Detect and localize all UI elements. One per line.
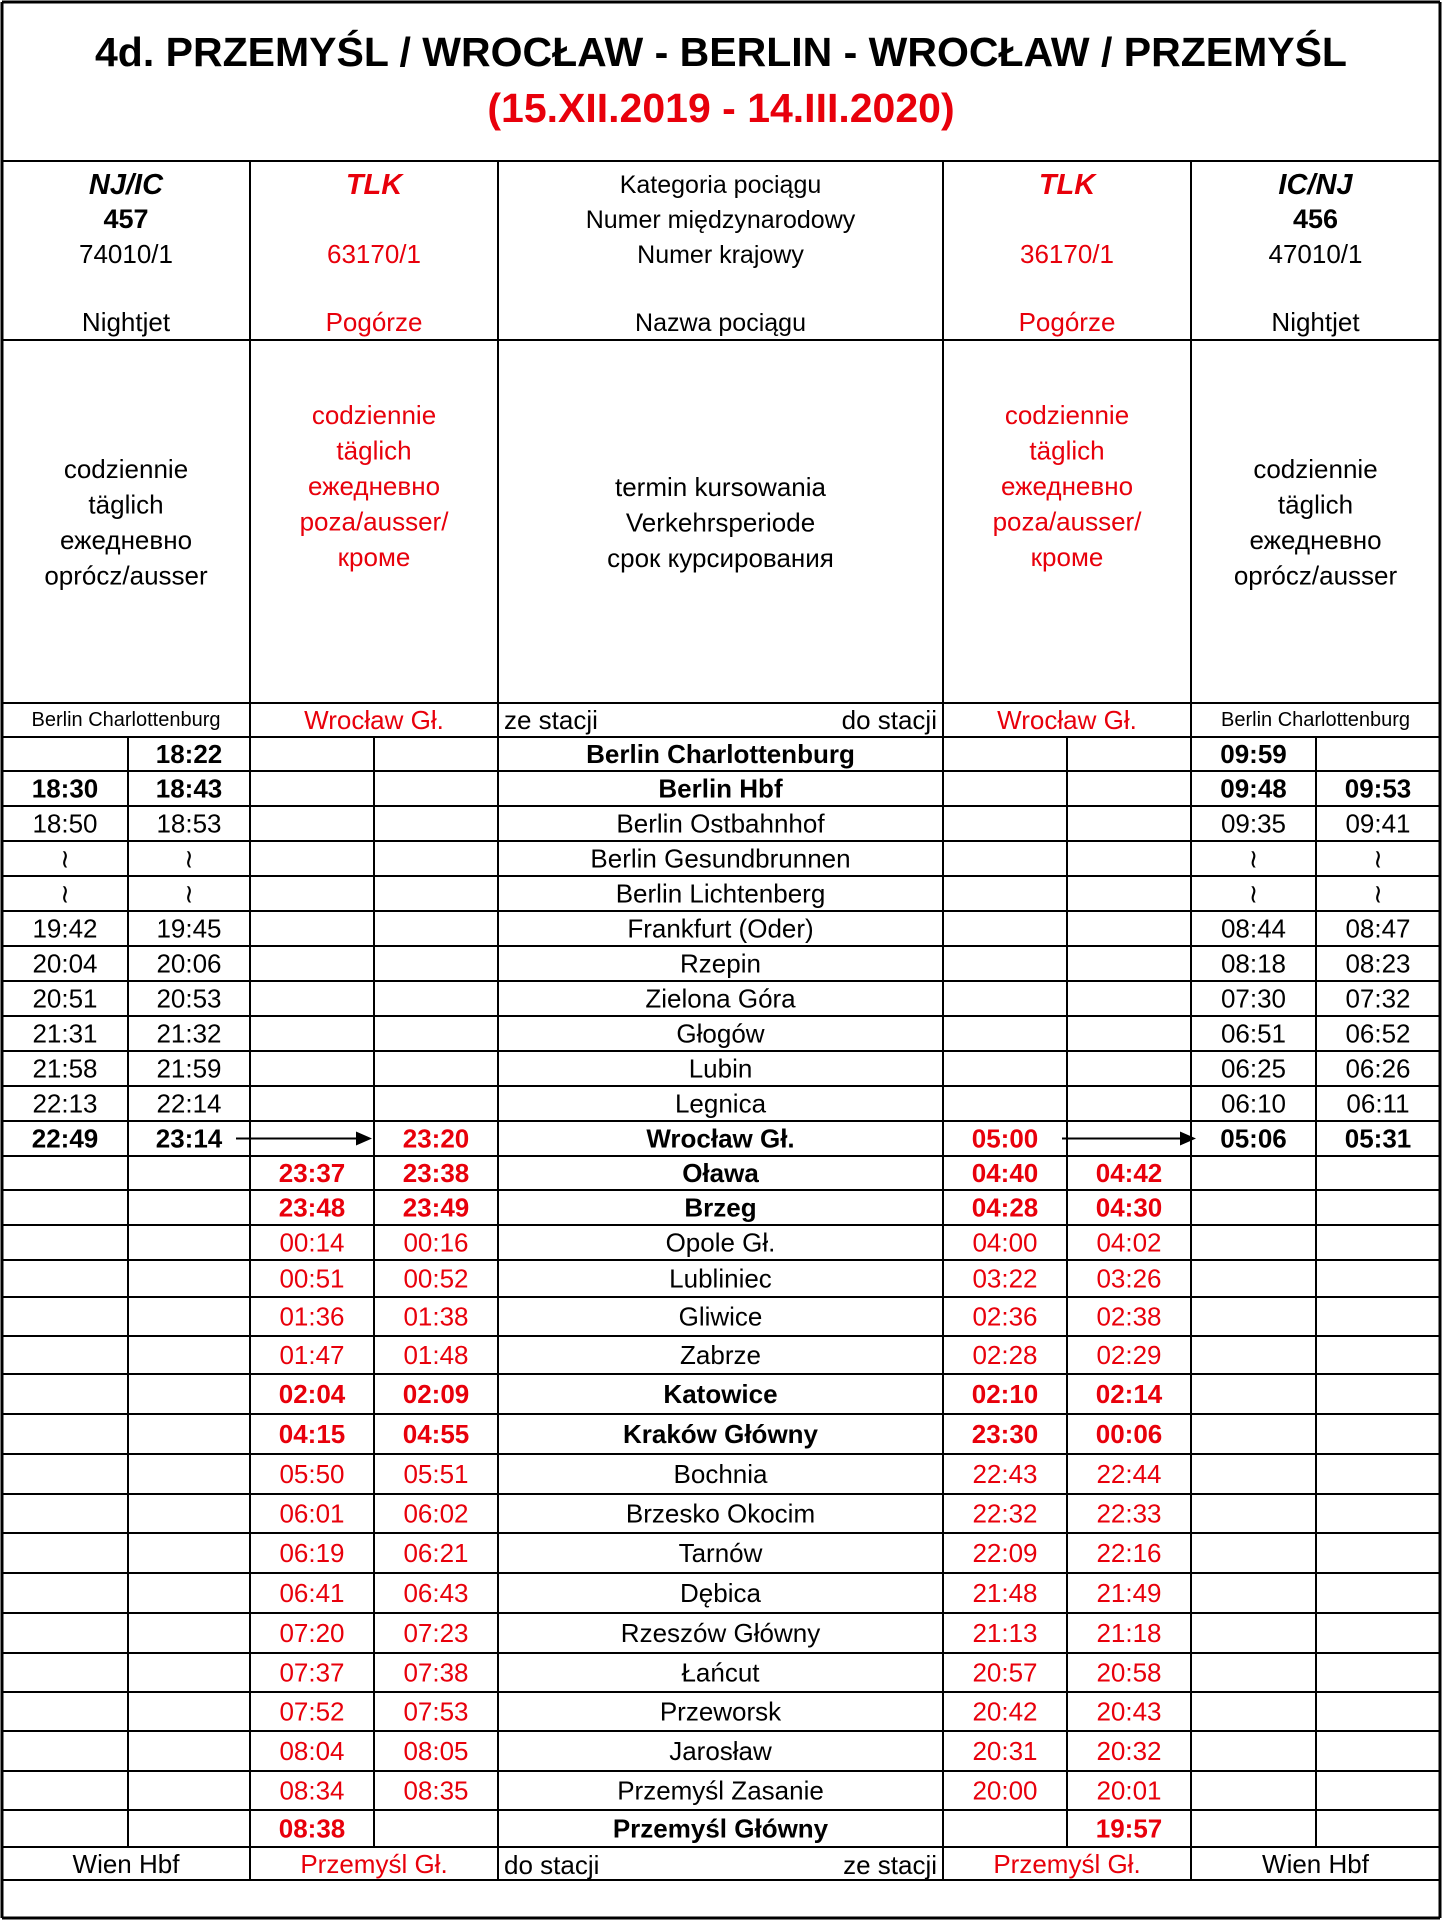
train-period-line: täglich bbox=[1029, 435, 1105, 466]
legend-train-name: Nazwa pociągu bbox=[635, 309, 806, 337]
time-cell: 18:53 bbox=[156, 808, 222, 839]
time-cell: 01:36 bbox=[279, 1301, 345, 1332]
station-name: Berlin Lichtenberg bbox=[615, 878, 826, 909]
legend-national-number: Numer krajowy bbox=[637, 241, 804, 269]
train-national-number: 47010/1 bbox=[1268, 239, 1363, 269]
time-cell: 04:15 bbox=[278, 1419, 346, 1449]
time-cell: 18:22 bbox=[155, 739, 223, 769]
time-cell: 18:50 bbox=[32, 808, 98, 839]
time-cell: 03:22 bbox=[972, 1263, 1038, 1294]
time-cell: 22:32 bbox=[972, 1498, 1038, 1529]
time-cell: 04:28 bbox=[971, 1192, 1039, 1223]
train-category: IC/NJ bbox=[1278, 169, 1353, 201]
train-period-line: codziennie bbox=[63, 454, 189, 484]
time-cell: 20:00 bbox=[972, 1775, 1038, 1806]
time-cell: 08:23 bbox=[1345, 948, 1411, 979]
train-period-line: ежедневно bbox=[59, 525, 193, 555]
time-cell: 04:42 bbox=[1095, 1158, 1163, 1188]
time-cell: 22:14 bbox=[156, 1088, 222, 1119]
train-period-line: кроме bbox=[337, 542, 411, 572]
time-cell: 22:13 bbox=[32, 1088, 98, 1119]
train-to-station: Wien Hbf bbox=[72, 1849, 180, 1879]
time-cell: 20:01 bbox=[1096, 1775, 1162, 1806]
time-cell: 21:13 bbox=[972, 1618, 1038, 1648]
time-cell: 23:38 bbox=[402, 1158, 470, 1188]
period-title: (15.XII.2019 - 14.III.2020) bbox=[487, 85, 955, 131]
time-cell: 22:44 bbox=[1096, 1459, 1162, 1489]
station-name: Wrocław Gł. bbox=[646, 1123, 795, 1154]
train-category: TLK bbox=[1038, 169, 1096, 201]
train-to-station: Wien Hbf bbox=[1262, 1849, 1369, 1879]
time-cell: ≀ bbox=[184, 843, 194, 874]
station-name: Dębica bbox=[680, 1578, 761, 1608]
station-name: Lubin bbox=[688, 1053, 753, 1084]
time-cell: 22:49 bbox=[31, 1123, 99, 1154]
time-cell: 18:43 bbox=[155, 773, 223, 804]
time-cell: 05:00 bbox=[971, 1123, 1039, 1154]
time-cell: ≀ bbox=[184, 878, 194, 909]
time-cell: 21:59 bbox=[156, 1053, 222, 1084]
station-name: Bochnia bbox=[673, 1459, 768, 1489]
station-name: Rzeszów Główny bbox=[620, 1618, 821, 1648]
time-cell: 00:06 bbox=[1095, 1419, 1163, 1449]
time-cell: 04:40 bbox=[971, 1158, 1039, 1188]
time-cell: 08:35 bbox=[403, 1775, 469, 1806]
time-cell: 21:31 bbox=[32, 1018, 98, 1049]
time-cell: 06:02 bbox=[403, 1498, 469, 1529]
legend-to-label-bottom: do stacji bbox=[504, 1850, 600, 1880]
time-cell: 04:30 bbox=[1095, 1192, 1163, 1223]
time-cell: 06:51 bbox=[1220, 1018, 1287, 1049]
legend-from-label-bottom: ze stacji bbox=[843, 1850, 937, 1880]
legend-category: Kategoria pociągu bbox=[619, 171, 822, 199]
time-cell: 20:32 bbox=[1096, 1736, 1162, 1766]
time-cell: 07:38 bbox=[403, 1657, 469, 1688]
train-name: Nightjet bbox=[81, 307, 171, 337]
train-period-line: täglich bbox=[1277, 489, 1354, 520]
time-cell: 05:50 bbox=[279, 1459, 345, 1489]
time-cell: 20:58 bbox=[1096, 1657, 1162, 1688]
train-period-line: codziennie bbox=[1253, 454, 1378, 484]
train-to-station: Przemyśl Gł. bbox=[993, 1849, 1141, 1879]
time-cell: 22:09 bbox=[972, 1538, 1038, 1568]
time-cell: 06:41 bbox=[279, 1578, 345, 1608]
time-cell: 02:36 bbox=[972, 1301, 1038, 1332]
time-cell: 06:26 bbox=[1345, 1053, 1411, 1084]
train-name: Pogórze bbox=[325, 307, 423, 337]
train-name: Nightjet bbox=[1271, 307, 1360, 337]
train-national-number: 74010/1 bbox=[79, 239, 173, 269]
station-name: Berlin Gesundbrunnen bbox=[590, 843, 851, 874]
time-cell: 07:37 bbox=[279, 1657, 345, 1688]
time-cell: 05:06 bbox=[1220, 1123, 1287, 1154]
time-cell: 06:43 bbox=[403, 1578, 469, 1608]
train-name: Pogórze bbox=[1018, 307, 1116, 337]
time-cell: 22:33 bbox=[1096, 1498, 1162, 1529]
station-name: Katowice bbox=[663, 1379, 778, 1409]
legend-from-label: ze stacji bbox=[504, 705, 598, 735]
train-from-station: Berlin Charlottenburg bbox=[31, 709, 221, 731]
time-cell: 20:51 bbox=[32, 983, 98, 1014]
time-cell: 08:04 bbox=[279, 1736, 345, 1766]
train-from-station: Berlin Charlottenburg bbox=[1221, 709, 1410, 731]
legend-to-label: do stacji bbox=[841, 705, 937, 735]
page-title: 4d. PRZEMYŚL / WROCŁAW - BERLIN - WROCŁAW / PRZEMYŚL bbox=[95, 29, 1347, 75]
time-cell: 09:35 bbox=[1220, 808, 1287, 839]
legend-intl-number: Numer międzynarodowy bbox=[585, 206, 856, 234]
train-from-station: Wrocław Gł. bbox=[997, 705, 1137, 735]
time-cell: 21:18 bbox=[1096, 1618, 1162, 1648]
time-cell: 20:53 bbox=[156, 983, 222, 1014]
station-name: Przemyśl Zasanie bbox=[617, 1775, 824, 1806]
time-cell: 23:37 bbox=[278, 1158, 346, 1188]
time-cell: 20:06 bbox=[156, 948, 222, 979]
station-name: Opole Gł. bbox=[665, 1227, 776, 1258]
legend-period-line: срок курсирования bbox=[607, 543, 834, 573]
time-cell: 02:04 bbox=[278, 1379, 346, 1409]
train-period-line: ежедневно bbox=[1000, 471, 1134, 501]
time-cell: 00:51 bbox=[279, 1263, 345, 1294]
time-cell: 06:01 bbox=[279, 1498, 345, 1529]
time-cell: 18:30 bbox=[31, 773, 99, 804]
time-cell: 08:44 bbox=[1220, 913, 1287, 944]
station-name: Jarosław bbox=[669, 1736, 772, 1766]
time-cell: 23:20 bbox=[402, 1123, 470, 1154]
time-cell: 05:51 bbox=[403, 1459, 469, 1489]
time-cell: 07:20 bbox=[279, 1618, 345, 1648]
train-from-station: Wrocław Gł. bbox=[304, 705, 444, 735]
time-cell: 06:25 bbox=[1220, 1053, 1287, 1084]
time-cell: 08:05 bbox=[403, 1736, 469, 1766]
train-national-number: 63170/1 bbox=[327, 239, 421, 269]
transfer-arrow-east-head bbox=[1180, 1132, 1196, 1146]
time-cell: 06:19 bbox=[279, 1538, 345, 1568]
time-cell: 04:00 bbox=[972, 1227, 1038, 1258]
time-cell: ≀ bbox=[60, 843, 70, 874]
time-cell: ≀ bbox=[1248, 878, 1259, 909]
station-name: Berlin Ostbahnhof bbox=[616, 808, 825, 839]
station-name: Lubliniec bbox=[669, 1263, 772, 1294]
time-cell: 02:38 bbox=[1096, 1301, 1162, 1332]
station-name: Brzesko Okocim bbox=[625, 1498, 816, 1529]
time-cell: 20:42 bbox=[972, 1696, 1038, 1727]
time-cell: 02:28 bbox=[972, 1340, 1038, 1370]
time-cell: 23:49 bbox=[402, 1192, 470, 1223]
train-national-number: 36170/1 bbox=[1020, 239, 1114, 269]
time-cell: 06:52 bbox=[1345, 1018, 1411, 1049]
train-period-line: täglich bbox=[88, 489, 164, 520]
station-name: Głogów bbox=[676, 1018, 765, 1049]
time-cell: 20:43 bbox=[1096, 1696, 1162, 1727]
time-cell: 03:26 bbox=[1096, 1263, 1162, 1294]
time-cell: 09:53 bbox=[1344, 773, 1412, 804]
station-name: Kraków Główny bbox=[622, 1419, 819, 1449]
station-name: Brzeg bbox=[684, 1192, 757, 1223]
time-cell: 06:10 bbox=[1220, 1088, 1287, 1119]
time-cell: ≀ bbox=[1373, 878, 1383, 909]
train-period-line: codziennie bbox=[1004, 400, 1130, 430]
train-period-line: codziennie bbox=[311, 400, 437, 430]
train-intl-number: 456 bbox=[1292, 204, 1339, 234]
time-cell: ≀ bbox=[1373, 843, 1383, 874]
time-cell: 22:16 bbox=[1096, 1538, 1162, 1568]
time-cell: 04:02 bbox=[1096, 1227, 1162, 1258]
station-name: Berlin Hbf bbox=[658, 773, 783, 804]
station-name: Rzepin bbox=[680, 948, 761, 979]
station-name: Berlin Charlottenburg bbox=[586, 739, 855, 769]
station-name: Zielona Góra bbox=[645, 983, 796, 1014]
time-cell: 21:48 bbox=[972, 1578, 1038, 1608]
time-cell: 07:30 bbox=[1220, 983, 1287, 1014]
station-name: Tarnów bbox=[678, 1538, 763, 1568]
time-cell: 02:14 bbox=[1095, 1379, 1163, 1409]
time-cell: 02:29 bbox=[1096, 1340, 1162, 1370]
train-period-line: poza/ausser/ bbox=[992, 506, 1142, 537]
time-cell: ≀ bbox=[1248, 843, 1259, 874]
time-cell: 20:31 bbox=[972, 1736, 1038, 1766]
time-cell: 00:14 bbox=[279, 1227, 345, 1258]
time-cell: 23:14 bbox=[155, 1123, 223, 1154]
time-cell: 00:16 bbox=[403, 1227, 469, 1258]
time-cell: 23:30 bbox=[971, 1419, 1039, 1449]
time-cell: 09:48 bbox=[1220, 773, 1287, 804]
train-period-line: кроме bbox=[1030, 542, 1104, 572]
time-cell: 01:47 bbox=[279, 1340, 345, 1370]
time-cell: 07:52 bbox=[279, 1696, 345, 1727]
time-cell: 08:38 bbox=[278, 1813, 346, 1844]
time-cell: 22:43 bbox=[972, 1459, 1038, 1489]
time-cell: 19:57 bbox=[1095, 1813, 1163, 1844]
time-cell: 20:04 bbox=[32, 948, 98, 979]
time-cell: 02:09 bbox=[402, 1379, 470, 1409]
time-cell: 09:59 bbox=[1220, 739, 1287, 769]
time-cell: 08:34 bbox=[279, 1775, 345, 1806]
time-cell: 05:31 bbox=[1344, 1123, 1412, 1154]
station-name: Łańcut bbox=[681, 1657, 760, 1688]
station-name: Przeworsk bbox=[659, 1696, 782, 1727]
train-period-line: oprócz/ausser bbox=[44, 560, 208, 591]
time-cell: 21:58 bbox=[32, 1053, 98, 1084]
time-cell: 07:53 bbox=[403, 1696, 469, 1727]
train-category: NJ/IC bbox=[88, 169, 164, 201]
legend-period-line: termin kursowania bbox=[615, 472, 826, 502]
legend-period-line: Verkehrsperiode bbox=[625, 507, 816, 538]
station-name: Zabrze bbox=[680, 1340, 761, 1370]
time-cell: 20:57 bbox=[972, 1657, 1038, 1688]
time-cell: 04:55 bbox=[402, 1419, 470, 1449]
time-cell: 01:48 bbox=[403, 1340, 469, 1370]
station-name: Legnica bbox=[674, 1088, 767, 1119]
time-cell: 02:10 bbox=[971, 1379, 1039, 1409]
time-cell: 08:47 bbox=[1345, 913, 1411, 944]
time-cell: 21:32 bbox=[156, 1018, 222, 1049]
train-period-line: ежедневно bbox=[307, 471, 441, 501]
time-cell: 19:42 bbox=[32, 913, 98, 944]
train-category: TLK bbox=[345, 169, 403, 201]
time-cell: 00:52 bbox=[403, 1263, 469, 1294]
train-intl-number: 457 bbox=[103, 204, 149, 234]
station-name: Oława bbox=[682, 1158, 759, 1188]
time-cell: 06:21 bbox=[403, 1538, 469, 1568]
time-cell: 19:45 bbox=[156, 913, 222, 944]
time-cell: 23:48 bbox=[278, 1192, 346, 1223]
time-cell: 08:18 bbox=[1220, 948, 1287, 979]
train-period-line: poza/ausser/ bbox=[299, 506, 449, 537]
time-cell: 21:49 bbox=[1096, 1578, 1162, 1608]
station-name: Przemyśl Główny bbox=[612, 1813, 829, 1844]
time-cell: 06:11 bbox=[1346, 1088, 1410, 1119]
train-period-line: ежедневно bbox=[1249, 525, 1382, 555]
train-period-line: oprócz/ausser bbox=[1233, 560, 1398, 591]
time-cell: 07:32 bbox=[1345, 983, 1411, 1014]
station-name: Frankfurt (Oder) bbox=[627, 913, 814, 944]
time-cell: 09:41 bbox=[1345, 808, 1411, 839]
time-cell: 07:23 bbox=[403, 1618, 469, 1648]
train-period-line: täglich bbox=[336, 435, 412, 466]
station-name: Gliwice bbox=[678, 1301, 763, 1332]
transfer-arrow-west-head bbox=[356, 1132, 372, 1146]
time-cell: 01:38 bbox=[403, 1301, 469, 1332]
time-cell: ≀ bbox=[60, 878, 70, 909]
train-to-station: Przemyśl Gł. bbox=[300, 1849, 448, 1879]
